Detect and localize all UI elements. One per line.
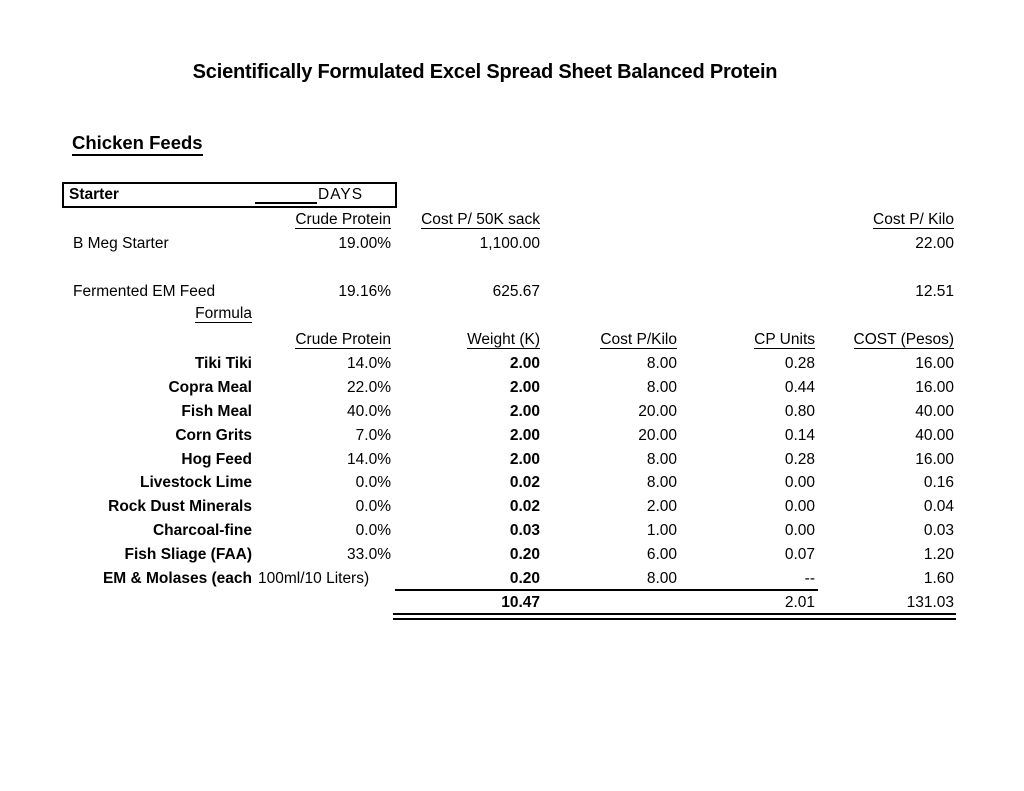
ingredient-crude-protein: 22.0% — [347, 378, 391, 396]
ingredient-weight: 2.00 — [509, 378, 540, 396]
ingredient-cost-pesos: 0.03 — [923, 522, 954, 540]
feed-cost-per-sack: 625.67 — [492, 283, 540, 300]
formula-ingredient-row — [0, 498, 1024, 522]
formula-ingredient-row — [0, 522, 1024, 546]
ingredient-name: Livestock Lime — [140, 474, 252, 492]
ingredient-cost-per-kilo: 1.00 — [646, 522, 677, 540]
ingredient-cost-pesos: 0.16 — [923, 474, 954, 492]
ingredient-cost-pesos: 16.00 — [915, 450, 954, 468]
ingredient-name: Hog Feed — [181, 450, 252, 468]
feed-crude-protein: 19.16% — [338, 283, 391, 300]
ingredient-name: Corn Grits — [175, 426, 252, 444]
ingredient-crude-protein: 40.0% — [347, 402, 391, 420]
ingredient-name: Rock Dust Minerals — [108, 498, 252, 516]
ingredient-weight: 0.02 — [509, 498, 540, 516]
ingredient-cost-per-kilo: 2.00 — [646, 498, 677, 516]
ingredient-name: EM & Molases (each — [102, 570, 252, 588]
ingredient-cost-per-kilo: 20.00 — [638, 426, 677, 444]
feeds-header-crude-protein: Crude Protein — [295, 211, 391, 228]
ingredient-cost-pesos: 1.60 — [923, 570, 954, 588]
ingredient-cost-pesos: 40.00 — [915, 402, 954, 420]
ingredient-cost-pesos: 0.04 — [923, 498, 954, 516]
page-title: Scientifically Formulated Excel Spread Sheet Balanced Protein — [192, 61, 778, 83]
formula-ingredient-row — [0, 355, 1024, 379]
formula-header-row — [0, 331, 1024, 355]
ingredient-weight: 0.20 — [509, 570, 540, 588]
totals-double-rule — [393, 613, 956, 620]
total-cost: 131.03 — [906, 594, 954, 611]
ingredient-cp-units: 0.00 — [784, 498, 815, 516]
ingredient-name: Fish Sliage (FAA) — [124, 546, 252, 564]
ingredient-cp-units: 0.28 — [784, 450, 815, 468]
feeds-header-cost-per-sack: Cost P/ 50K sack — [421, 211, 540, 228]
ingredient-crude-protein: 7.0% — [355, 426, 391, 444]
formula-label-row — [0, 305, 1024, 329]
feed-cost-per-sack: 1,100.00 — [479, 235, 540, 252]
ingredient-weight: 2.00 — [509, 355, 540, 372]
formula-ingredient-row — [0, 474, 1024, 498]
ingredient-crude-protein: 0.0% — [355, 474, 391, 492]
ingredient-cost-per-kilo: 8.00 — [646, 378, 677, 396]
ingredient-cp-units: 0.00 — [784, 522, 815, 540]
ingredient-cost-pesos: 16.00 — [915, 378, 954, 396]
feed-name: Fermented EM Feed — [73, 283, 216, 300]
ingredient-cost-per-kilo: 8.00 — [646, 450, 677, 468]
starter-label: Starter — [69, 186, 119, 203]
starter-days-box — [62, 182, 397, 208]
totals-sum-line — [395, 589, 818, 591]
ingredient-cp-units: -- — [804, 570, 815, 588]
ingredient-cost-per-kilo: 8.00 — [646, 570, 677, 588]
ingredient-cp-units: 0.07 — [784, 546, 815, 564]
ingredient-crude-protein: 33.0% — [347, 546, 391, 564]
ingredient-weight: 2.00 — [509, 402, 540, 420]
ingredient-cost-pesos: 16.00 — [915, 355, 954, 372]
ingredient-name: Copra Meal — [168, 378, 252, 396]
formula-label: Formula — [195, 305, 252, 322]
section-heading-text: Chicken Feeds — [72, 132, 203, 156]
ingredient-weight: 2.00 — [509, 450, 540, 468]
ingredient-cost-pesos: 40.00 — [915, 426, 954, 444]
feeds-row-b-meg-starter — [0, 235, 1024, 259]
total-cp-units: 2.01 — [784, 594, 815, 611]
ingredient-name: Charcoal-fine — [152, 522, 252, 540]
formula-ingredient-row — [0, 427, 1024, 451]
feed-crude-protein: 19.00% — [338, 235, 391, 252]
formula-ingredient-row — [0, 403, 1024, 427]
total-weight: 10.47 — [501, 594, 540, 611]
ingredient-cp-units: 0.44 — [784, 378, 815, 396]
ingredient-name-suffix: 100ml/10 Liters) — [258, 570, 370, 588]
ingredient-cp-units: 0.28 — [784, 355, 815, 372]
ingredient-crude-protein: 0.0% — [355, 522, 391, 540]
feeds-header-cost-per-kilo: Cost P/ Kilo — [873, 211, 954, 228]
ingredient-weight: 2.00 — [509, 426, 540, 444]
ingredient-cost-per-kilo: 20.00 — [638, 402, 677, 420]
ingredient-cp-units: 0.00 — [784, 474, 815, 492]
days-blank-underline — [255, 184, 317, 204]
ingredient-weight: 0.03 — [509, 522, 540, 540]
section-heading-chicken-feeds — [72, 132, 203, 154]
ingredient-weight: 0.20 — [509, 546, 540, 564]
feeds-row-fermented-em-feed — [0, 283, 1024, 307]
ingredient-crude-protein: 14.0% — [347, 450, 391, 468]
ingredient-cost-per-kilo: 8.00 — [646, 355, 677, 372]
feed-name: B Meg Starter — [73, 235, 169, 252]
formula-header-crude-protein: Crude Protein — [295, 331, 391, 348]
ingredient-name: Tiki Tiki — [194, 355, 252, 372]
formula-header-weight: Weight (K) — [467, 331, 540, 348]
formula-ingredient-row — [0, 451, 1024, 475]
ingredient-cost-pesos: 1.20 — [923, 546, 954, 564]
ingredient-cost-per-kilo: 6.00 — [646, 546, 677, 564]
formula-ingredient-row — [0, 546, 1024, 570]
ingredient-name: Fish Meal — [181, 402, 252, 420]
ingredient-crude-protein: 0.0% — [355, 498, 391, 516]
ingredient-cp-units: 0.14 — [784, 426, 815, 444]
ingredient-crude-protein: 14.0% — [347, 355, 391, 372]
ingredient-cost-per-kilo: 8.00 — [646, 474, 677, 492]
ingredient-cp-units: 0.80 — [784, 402, 815, 420]
feed-cost-per-kilo: 12.51 — [915, 283, 954, 300]
days-label: DAYS — [318, 186, 364, 203]
formula-ingredient-row — [0, 379, 1024, 403]
ingredient-weight: 0.02 — [509, 474, 540, 492]
formula-header-cost-per-kilo: Cost P/Kilo — [600, 331, 677, 348]
feeds-header-row — [0, 211, 1024, 235]
formula-header-cp-units: CP Units — [754, 331, 815, 348]
feed-cost-per-kilo: 22.00 — [915, 235, 954, 252]
formula-header-cost-pesos: COST (Pesos) — [853, 331, 954, 348]
formula-ingredient-rows — [0, 355, 1024, 594]
